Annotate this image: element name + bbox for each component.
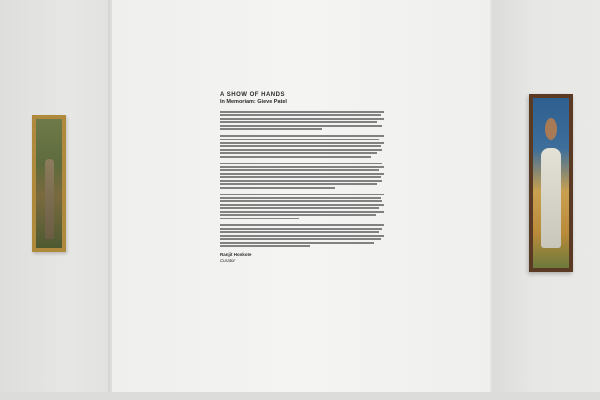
painting-right	[529, 94, 573, 272]
painting-right-figure-body	[541, 148, 561, 248]
signature-name: Ranjit Hoskote	[220, 251, 252, 257]
exhibition-subtitle: In Memoriam: Gieve Patel	[220, 99, 287, 105]
painting-right-figure-head	[545, 118, 557, 140]
painting-right-canvas	[533, 98, 569, 268]
signature-role: Curator	[220, 257, 236, 263]
painting-left-canvas	[36, 119, 62, 248]
painting-left-figure	[45, 159, 54, 239]
floor	[0, 392, 600, 400]
text-paragraph-5	[220, 224, 384, 247]
wall-text-panel	[220, 92, 384, 264]
text-paragraph-4	[220, 194, 384, 220]
text-paragraph-2	[220, 135, 384, 158]
text-paragraph-3	[220, 163, 384, 189]
text-paragraph-1	[220, 111, 384, 130]
exhibition-title: A SHOW OF HANDS	[220, 92, 285, 98]
painting-left	[32, 115, 66, 252]
